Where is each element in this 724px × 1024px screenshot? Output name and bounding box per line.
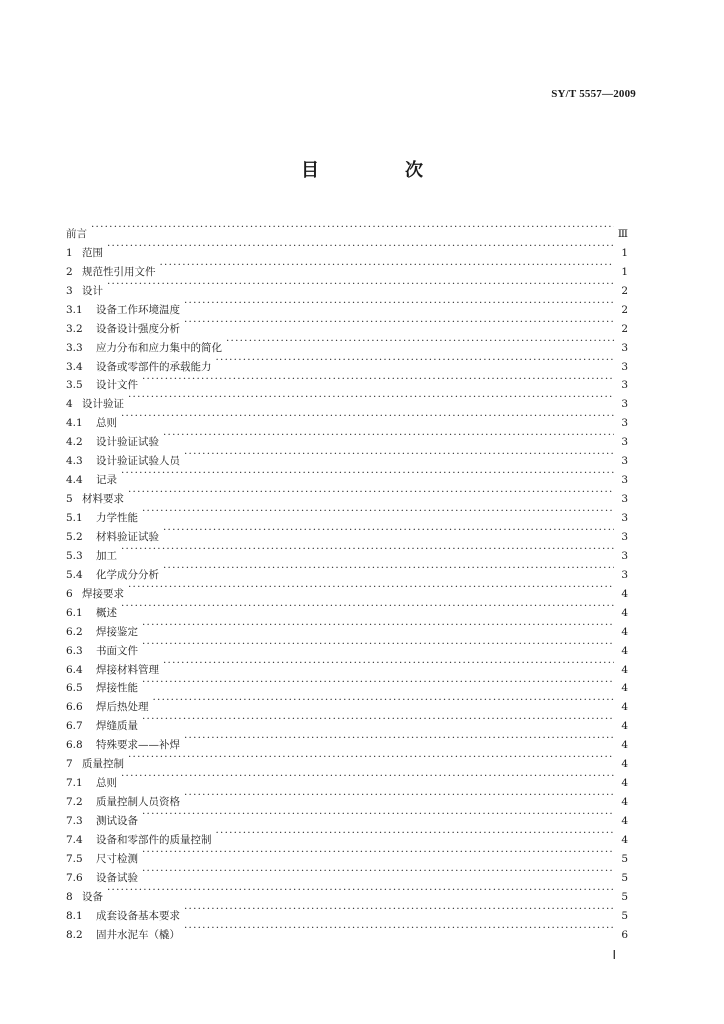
toc-entry[interactable]: [66, 559, 628, 581]
toc-entry[interactable]: [66, 786, 628, 809]
toc-entry-label: 设备: [82, 890, 103, 903]
toc-entry-page: 1: [621, 246, 628, 259]
toc-entry[interactable]: [66, 748, 628, 771]
toc-entry-number: 3.4: [66, 360, 83, 373]
toc-entry-page: 4: [621, 682, 628, 695]
toc-dot-leader: [121, 767, 614, 786]
toc-dot-leader: [216, 351, 615, 370]
page-number: Ⅰ: [612, 948, 616, 962]
toc-entry[interactable]: [66, 710, 628, 733]
toc-entry-label: 规范性引用文件: [82, 265, 156, 278]
toc-dot-leader: [142, 862, 614, 881]
toc-dot-leader: [142, 843, 614, 862]
toc-entry[interactable]: [66, 616, 628, 638]
toc-dot-leader: [142, 635, 614, 654]
toc-entry-label: 记录: [96, 474, 117, 487]
toc-dot-leader: [163, 521, 614, 540]
toc-entry-number: 7.4: [66, 833, 83, 846]
toc-entry[interactable]: [66, 729, 628, 752]
toc-entry-page: 3: [621, 474, 628, 487]
toc-entry-page: 3: [621, 568, 628, 581]
toc-entry[interactable]: [66, 464, 628, 487]
toc-entry-page: 3: [621, 436, 628, 449]
toc-dot-leader: [163, 559, 614, 578]
toc-entry-label: 成套设备基本要求: [96, 909, 180, 922]
toc-dot-leader: [184, 900, 614, 919]
toc-entry-page: 5: [621, 909, 628, 922]
toc-entry[interactable]: [66, 540, 628, 562]
toc-entry[interactable]: [66, 256, 628, 278]
toc-entry-number: 6.5: [66, 682, 83, 695]
toc-entry-page: 2: [621, 303, 628, 316]
toc-entry-number: 3.1: [66, 303, 83, 316]
toc-entry-page: 5: [621, 871, 628, 884]
toc-entry-number: 5.4: [66, 568, 83, 581]
toc-dot-leader: [128, 578, 614, 597]
toc-entry-number: 2: [66, 265, 73, 278]
toc-entry[interactable]: [66, 597, 628, 619]
toc-entry-page: 3: [621, 549, 628, 562]
toc-entry[interactable]: [66, 691, 628, 714]
toc-entry-label: 焊缝质量: [96, 720, 138, 733]
toc-entry-label: 焊接材料管理: [96, 663, 159, 676]
toc-entry[interactable]: [66, 635, 628, 657]
toc-entry[interactable]: [66, 900, 628, 922]
toc-entry-label: 前言: [66, 227, 87, 240]
toc-entry-label: 焊后热处理: [96, 701, 149, 714]
toc-entry-page: 3: [621, 398, 628, 411]
toc-entry[interactable]: [66, 521, 628, 543]
toc-entry-page: Ⅲ: [617, 227, 628, 240]
toc-entry-label: 测试设备: [96, 815, 138, 827]
toc-entry-number: 3: [66, 284, 73, 297]
toc-entry-label: 设计: [82, 284, 103, 297]
toc-entry-page: 4: [621, 777, 628, 790]
toc-entry-number: 5.1: [66, 512, 83, 524]
toc-entry-number: 3.2: [66, 322, 83, 335]
toc-entry-page: 3: [621, 379, 628, 392]
toc-dot-leader: [142, 710, 614, 729]
toc-entry-label: 设备和零部件的质量控制: [96, 833, 212, 846]
toc-dot-leader: [226, 332, 614, 351]
toc-entry-page: 1: [621, 265, 628, 278]
toc-entry-label: 尺寸检测: [96, 852, 138, 865]
toc-dot-leader: [184, 294, 614, 313]
toc-entry-number: 6.2: [66, 625, 83, 638]
toc-entry-number: 4: [66, 398, 73, 411]
toc-entry[interactable]: [66, 483, 628, 506]
toc-entry-number: 6.3: [66, 644, 83, 657]
toc-dot-leader: [107, 237, 614, 256]
toc-entry-page: 4: [621, 644, 628, 657]
toc-dot-leader: [142, 616, 614, 635]
toc-entry-page: 5: [621, 890, 628, 903]
toc-entry[interactable]: [66, 388, 628, 411]
toc-dot-leader: [163, 654, 614, 673]
toc-entry-page: 4: [621, 758, 628, 771]
toc-entry[interactable]: [66, 881, 628, 903]
toc-entry-label: 焊接性能: [96, 682, 138, 695]
toc-entry-number: 5.2: [66, 530, 83, 543]
toc-entry[interactable]: [66, 673, 628, 695]
toc-entry-number: 5.3: [66, 549, 83, 562]
toc-dot-leader: [121, 540, 614, 559]
toc-entry-page: 2: [621, 322, 628, 335]
toc-entry-page: 3: [621, 493, 628, 506]
toc-entry-number: 8.1: [66, 909, 83, 922]
toc-dot-leader: [184, 786, 614, 805]
toc-entry-label: 总则: [96, 417, 117, 430]
toc-dot-leader: [160, 256, 615, 275]
toc-entry-label: 焊接鉴定: [96, 625, 138, 638]
toc-dot-leader: [91, 218, 614, 237]
toc-entry[interactable]: [66, 370, 628, 392]
toc-dot-leader: [121, 407, 614, 426]
toc-dot-leader: [128, 748, 614, 767]
toc-dot-leader: [184, 729, 614, 748]
toc-entry-number: 8: [66, 890, 73, 903]
toc-entry-page: 3: [621, 530, 628, 543]
toc-dot-leader: [216, 824, 615, 843]
toc-entry-number: 4.4: [66, 474, 83, 487]
toc-entry-label: 力学性能: [96, 512, 138, 524]
toc-entry-label: 质量控制: [82, 758, 124, 771]
toc-entry-number: 3.3: [66, 341, 83, 354]
toc-entry-label: 材料验证试验: [96, 530, 159, 543]
toc-entry-label: 固井水泥车（橇）: [96, 928, 180, 941]
toc-entry-page: 4: [621, 720, 628, 733]
toc-dot-leader: [153, 691, 615, 710]
toc-dot-leader: [142, 673, 614, 692]
toc-entry-label: 化学成分分析: [96, 568, 159, 581]
toc-dot-leader: [142, 370, 614, 389]
toc-entry-page: 4: [621, 815, 628, 827]
toc-entry[interactable]: [66, 843, 628, 865]
toc-dot-leader: [107, 275, 614, 294]
toc-dot-leader: [128, 483, 614, 502]
toc-entry-page: 4: [621, 625, 628, 638]
toc-entry-label: 范围: [82, 246, 103, 259]
toc-entry-page: 2: [621, 284, 628, 297]
toc-entry[interactable]: [66, 275, 628, 297]
toc-dot-leader: [107, 881, 614, 900]
toc-entry-label: 设计验证试验: [96, 436, 159, 449]
toc-entry[interactable]: [66, 805, 628, 827]
toc-entry-label: 材料要求: [82, 493, 124, 506]
toc-entry-number: 6.4: [66, 663, 83, 676]
toc-entry-label: 应力分布和应力集中的简化: [96, 341, 222, 354]
toc-entry-label: 设备试验: [96, 871, 138, 884]
toc-entry[interactable]: [66, 824, 628, 846]
toc-entry[interactable]: [66, 294, 628, 316]
toc-entry-number: 6.8: [66, 739, 83, 752]
standard-code: SY/T 5557—2009: [551, 88, 636, 100]
toc-entry-page: 3: [621, 455, 628, 468]
page-title: 目 次: [301, 160, 457, 181]
table-of-contents: [66, 218, 628, 941]
toc-entry-number: 4.3: [66, 455, 83, 468]
toc-dot-leader: [121, 597, 614, 616]
toc-entry-label: 设计验证试验人员: [96, 455, 180, 468]
toc-entry[interactable]: [66, 218, 628, 240]
toc-entry[interactable]: [66, 237, 628, 259]
toc-entry-label: 设备工作环境温度: [96, 303, 180, 316]
toc-entry-page: 3: [621, 341, 628, 354]
toc-entry-label: 书面文件: [96, 644, 138, 657]
toc-entry[interactable]: [66, 654, 628, 676]
toc-entry-number: 6.1: [66, 606, 83, 619]
toc-entry-page: 3: [621, 512, 628, 524]
toc-dot-leader: [184, 919, 614, 938]
toc-dot-leader: [142, 805, 614, 824]
toc-dot-leader: [128, 388, 614, 407]
toc-entry-number: 7.5: [66, 852, 83, 865]
toc-entry-label: 特殊要求——补焊: [96, 739, 180, 752]
toc-entry-label: 设计文件: [96, 379, 138, 392]
toc-dot-leader: [184, 445, 614, 464]
toc-entry-number: 7.3: [66, 815, 83, 827]
toc-entry-page: 6: [621, 928, 628, 941]
toc-entry[interactable]: [66, 426, 628, 449]
toc-entry-number: 4.1: [66, 417, 83, 430]
toc-entry-number: 3.5: [66, 379, 83, 392]
toc-entry-number: 6: [66, 587, 73, 600]
toc-entry-page: 4: [621, 796, 628, 809]
toc-entry-page: 4: [621, 587, 628, 600]
toc-entry-number: 6.7: [66, 720, 83, 733]
toc-dot-leader: [121, 464, 614, 483]
toc-dot-leader: [142, 502, 614, 521]
toc-dot-leader: [184, 313, 614, 332]
toc-entry-label: 焊接要求: [82, 587, 124, 600]
toc-entry[interactable]: [66, 407, 628, 430]
toc-entry-label: 设备设计强度分析: [96, 322, 180, 335]
toc-entry-number: 7.6: [66, 871, 83, 884]
toc-entry-page: 4: [621, 701, 628, 714]
toc-entry-label: 质量控制人员资格: [96, 796, 180, 809]
toc-entry-number: 8.2: [66, 928, 83, 941]
toc-entry-label: 设计验证: [82, 398, 124, 411]
toc-entry-page: 4: [621, 663, 628, 676]
toc-entry-number: 7: [66, 758, 73, 771]
toc-entry-page: 4: [621, 739, 628, 752]
toc-entry[interactable]: [66, 767, 628, 790]
toc-entry-page: 4: [621, 833, 628, 846]
toc-entry[interactable]: [66, 862, 628, 884]
toc-entry-page: 3: [621, 417, 628, 430]
toc-entry[interactable]: [66, 578, 628, 600]
toc-entry-number: 5: [66, 493, 73, 506]
toc-entry-page: 3: [621, 360, 628, 373]
toc-entry-number: 7.2: [66, 796, 83, 809]
toc-entry-number: 7.1: [66, 777, 83, 790]
toc-entry-number: 1: [66, 246, 73, 259]
toc-entry-label: 概述: [96, 606, 117, 619]
toc-entry[interactable]: [66, 502, 628, 524]
toc-entry-page: 5: [621, 852, 628, 865]
toc-entry-number: 6.6: [66, 701, 83, 714]
toc-dot-leader: [163, 426, 614, 445]
toc-entry-label: 总则: [96, 777, 117, 790]
toc-entry-label: 设备或零部件的承载能力: [96, 360, 212, 373]
toc-entry-number: 4.2: [66, 436, 83, 449]
toc-entry-label: 加工: [96, 549, 117, 562]
toc-entry-page: 4: [621, 606, 628, 619]
